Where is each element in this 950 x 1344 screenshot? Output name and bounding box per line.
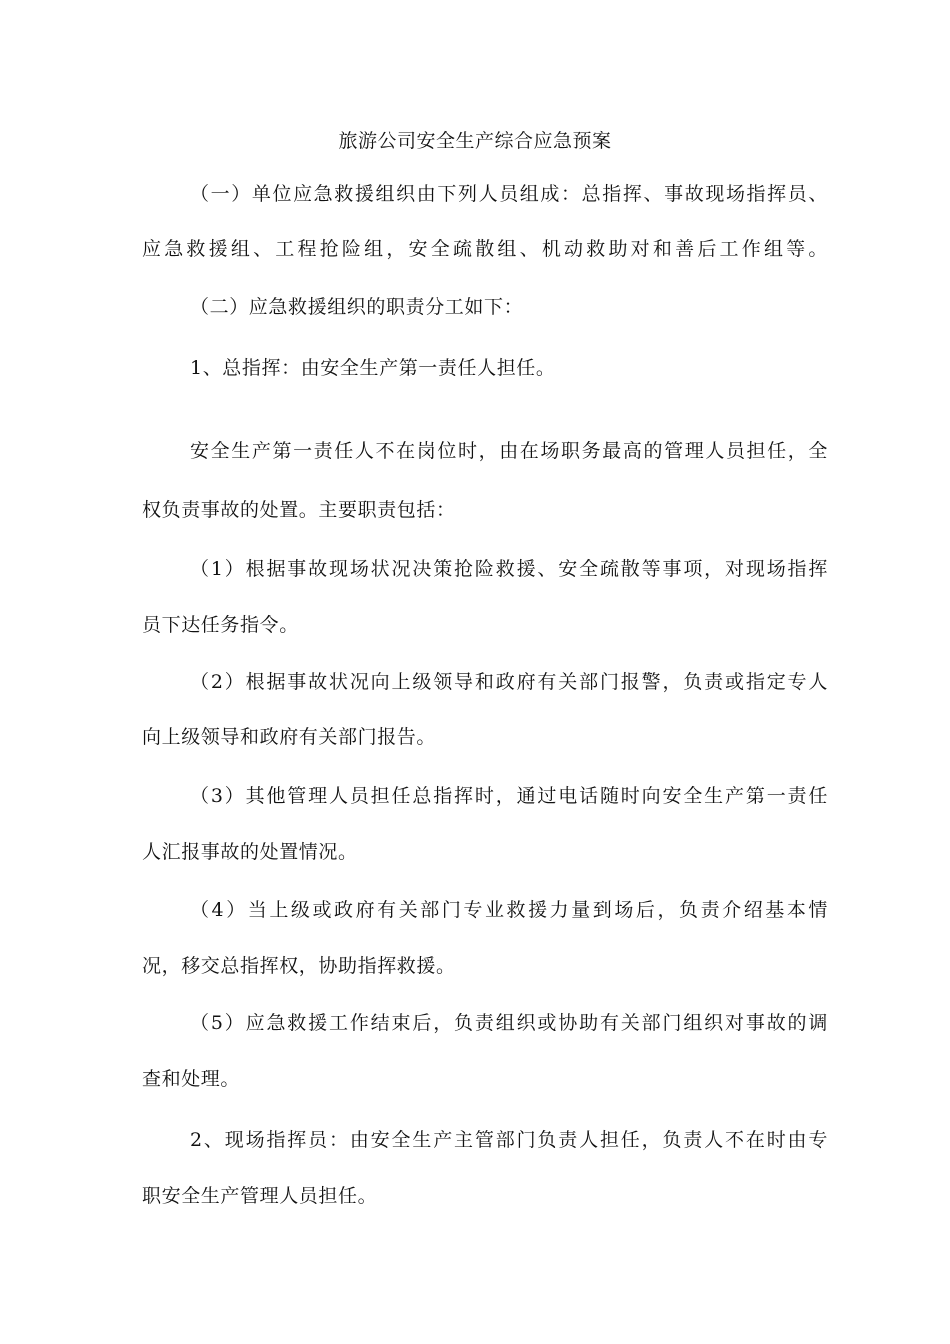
paragraph-line: 人汇报事故的处置情况。 — [142, 841, 358, 863]
paragraph-line: （3）其他管理人员担任总指挥时，通过电话随时向安全生产第一责任 — [190, 785, 828, 807]
paragraph-line: 向上级领导和政府有关部门报告。 — [142, 726, 437, 748]
paragraph-line: 2、现场指挥员：由安全生产主管部门负责人担任，负责人不在时由专 — [190, 1129, 828, 1151]
paragraph-line: （1）根据事故现场状况决策抢险救援、安全疏散等事项，对现场指挥 — [190, 558, 828, 580]
paragraph-line: （一）单位应急救援组织由下列人员组成：总指挥、事故现场指挥员、 — [190, 183, 828, 205]
paragraph-line: 1、总指挥：由安全生产第一责任人担任。 — [190, 357, 556, 379]
paragraph-line: （4）当上级或政府有关部门专业救援力量到场后，负责介绍基本情 — [190, 899, 828, 921]
paragraph-line: 员下达任务指令。 — [142, 614, 299, 636]
paragraph-line: （5）应急救援工作结束后，负责组织或协助有关部门组织对事故的调 — [190, 1012, 828, 1034]
document-title: 旅游公司安全生产综合应急预案 — [338, 130, 612, 152]
paragraph-line: 职安全生产管理人员担任。 — [142, 1185, 378, 1207]
paragraph-line: 查和处理。 — [142, 1068, 241, 1090]
paragraph-line: 应急救援组、工程抢险组，安全疏散组、机动救助对和善后工作组等。 — [142, 238, 828, 260]
paragraph-line: 权负责事故的处置。主要职责包括： — [142, 499, 456, 521]
paragraph-line: （二）应急救援组织的职责分工如下： — [190, 296, 524, 318]
paragraph-line: 安全生产第一责任人不在岗位时，由在场职务最高的管理人员担任，全 — [190, 440, 828, 462]
paragraph-line: 况，移交总指挥权，协助指挥救援。 — [142, 955, 456, 977]
paragraph-line: （2）根据事故状况向上级领导和政府有关部门报警，负责或指定专人 — [190, 671, 828, 693]
